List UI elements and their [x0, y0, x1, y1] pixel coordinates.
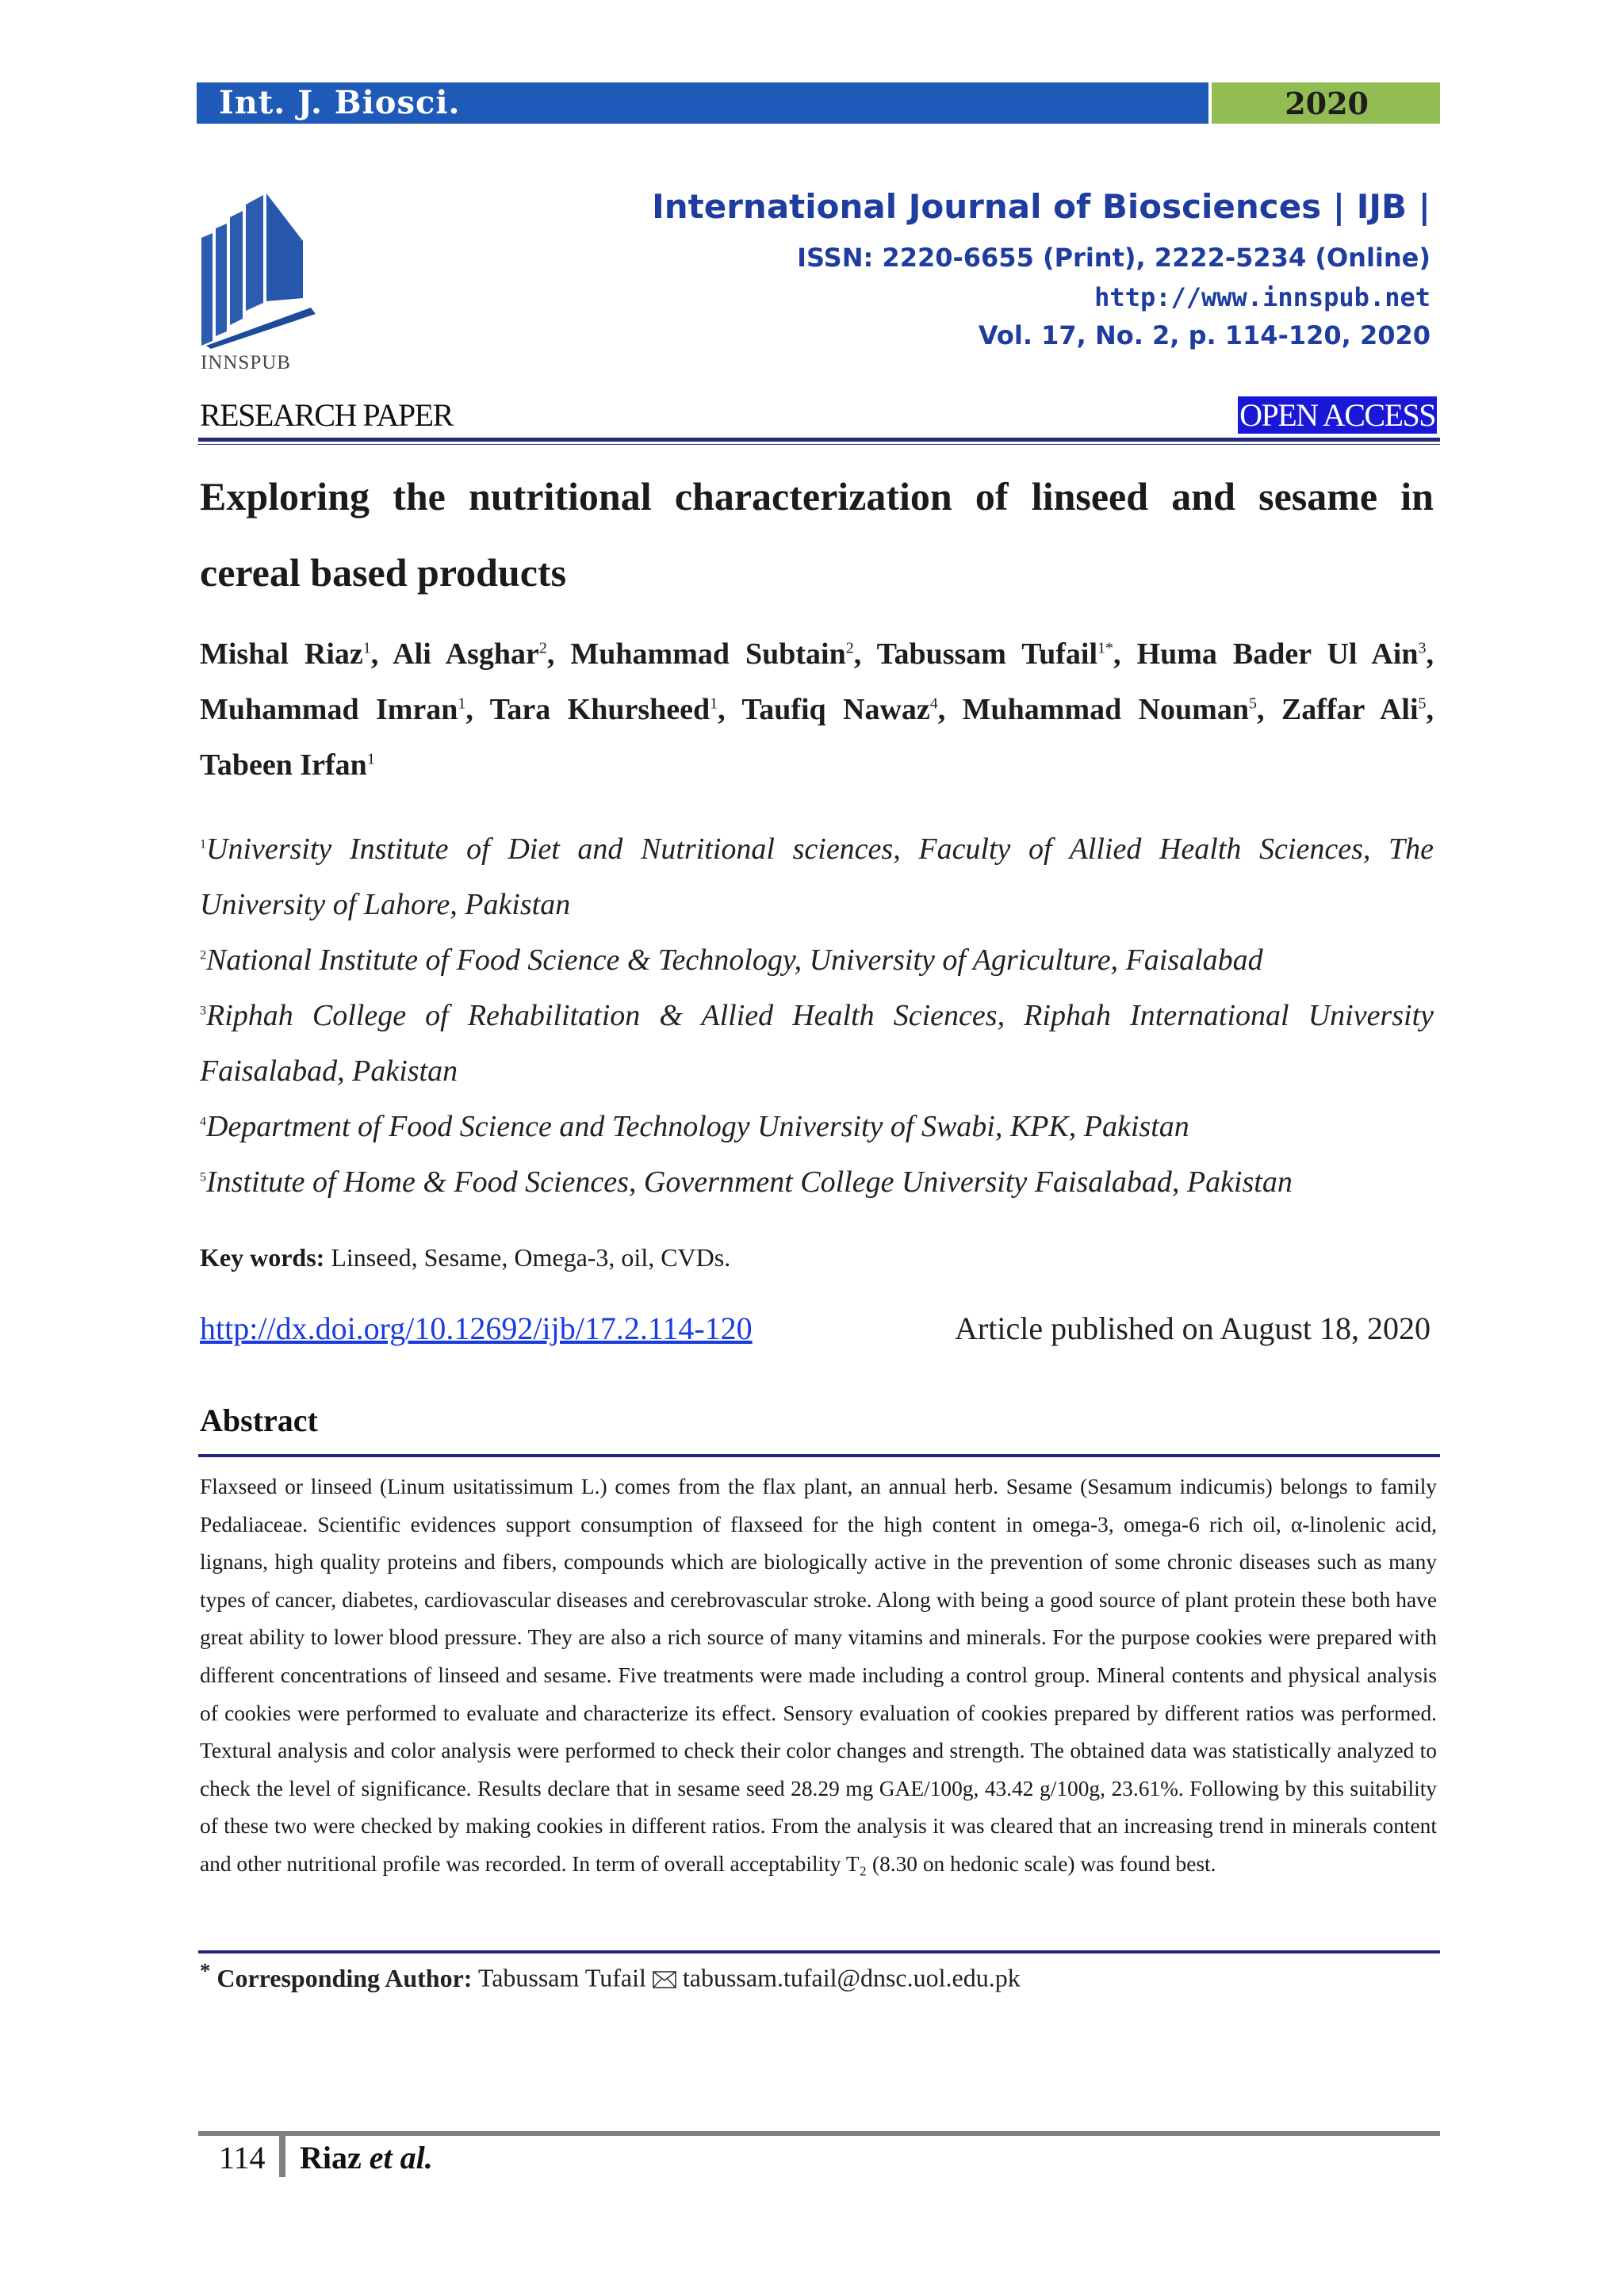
author-name: Mishal Riaz	[200, 637, 363, 671]
author-affiliation-mark: 5	[1248, 695, 1257, 713]
journal-issn: ISSN: 2220-6655 (Print), 2222-5234 (Online)	[797, 243, 1431, 273]
author-name: Tara Khursheed	[489, 693, 710, 726]
author-affiliation-mark: 3	[1418, 639, 1427, 657]
affiliation-text: Institute of Home & Food Sciences, Government College University Faisalabad, Pakistan	[206, 1165, 1293, 1199]
author-affiliation-mark: 1	[710, 695, 718, 713]
abstract-heading: Abstract	[200, 1402, 318, 1438]
innspub-logo-icon	[200, 190, 319, 349]
author-affiliation-mark: 1	[362, 639, 371, 657]
paper-type: RESEARCH PAPER	[200, 397, 453, 433]
running-author-name: Riaz	[300, 2140, 362, 2175]
author-affiliation-mark: 2	[538, 639, 547, 657]
affiliation	[200, 1099, 1434, 1154]
doi-link[interactable]: http://dx.doi.org/10.12692/ijb/17.2.114-120	[200, 1311, 753, 1346]
open-access-badge: OPEN ACCESS	[1239, 397, 1435, 433]
author-name: Muhammad Nouman	[962, 693, 1249, 726]
corresponding-star: *	[200, 1958, 211, 1982]
author-affiliation-mark: 1*	[1097, 639, 1114, 657]
abstract-top-divider	[198, 1454, 1440, 1457]
affiliation	[200, 1154, 1434, 1210]
logo-label: INNSPUB	[201, 352, 291, 373]
year-band	[1212, 82, 1440, 124]
journal-year: 2020	[1285, 86, 1369, 121]
affiliation-number: 5	[200, 1170, 206, 1184]
affiliation-number: 1	[200, 837, 206, 851]
journal-title: International Journal of Biosciences | IJB |	[652, 187, 1431, 226]
author-name: Taufiq Nawaz	[741, 693, 930, 726]
author-list: Mishal Riaz$^1$, Ali Asghar$^2$, Muhammad Subtain$^2$, Tabussam Tufail$^{1*}$, Huma Bader Ul Ain$^3$, Muhammad Imran$^1$, Tara Khursheed$^1$, Taufiq Nawaz$^4$, Muhammad Nouman$^5$, Zaffar Ali$^5$, Tabeen Irfan$^1$	[200, 637, 1434, 782]
header-divider-thin	[198, 444, 1440, 445]
running-author	[300, 2139, 433, 2176]
journal-short-band	[197, 82, 1208, 124]
affiliation-text: Department of Food Science and Technology University of Swabi, KPK, Pakistan	[206, 1110, 1189, 1143]
author-affiliation-mark: 4	[929, 695, 938, 713]
affiliation-text: University Institute of Diet and Nutritional sciences, Faculty of Allied Health Sciences, The University of Lahore, Pakistan	[200, 832, 1434, 921]
author-name: Zaffar Ali	[1281, 693, 1419, 726]
author-name: Ali Asghar	[393, 637, 539, 671]
envelope-icon	[653, 1971, 676, 1988]
affiliation-text: Riphah College of Rehabilitation & Allied Health Sciences, Riphah International University Faisalabad, Pakistan	[200, 999, 1434, 1088]
published-date: Article published on August 18, 2020	[955, 1311, 1431, 1346]
corresponding-name: Tabussam Tufail	[477, 1963, 646, 1992]
author-name: Muhammad Subtain	[570, 637, 846, 671]
author-name: Tabussam Tufail	[876, 637, 1098, 671]
running-author-etal: et al.	[369, 2140, 433, 2175]
affiliation	[200, 988, 1434, 1099]
affiliation-number: 4	[200, 1115, 206, 1129]
affiliation-number: 3	[200, 1004, 206, 1018]
author-name: Huma Bader Ul Ain	[1136, 637, 1419, 671]
corresponding-email[interactable]: tabussam.tufail@dnsc.uol.edu.pk	[682, 1963, 1021, 1992]
author-name: Tabeen Irfan	[200, 748, 367, 782]
journal-short-name: Int. J. Biosci.	[219, 84, 461, 121]
header-divider	[198, 438, 1440, 442]
page-number: 114	[219, 2140, 266, 2175]
affiliation-number: 2	[200, 948, 206, 962]
abstract-bottom-divider	[198, 1950, 1440, 1954]
author-affiliation-mark: 2	[845, 639, 854, 657]
affiliation	[200, 821, 1434, 932]
keywords-text: Linseed, Sesame, Omega-3, oil, CVDs.	[331, 1243, 731, 1272]
corresponding-label: Corresponding Author:	[216, 1963, 473, 1992]
abstract-text: Flaxseed or linseed (Linum usitatissimum L.) comes from the flax plant, an annual herb. Sesame (Sesamum indicumis) belongs to family Pedaliaceae. Scientific evidences support consumption of flaxseed for the high content in omega-3, omega-6 rich oil, α-linolenic acid, lignans, high quality proteins and fibers, compounds which are biologically active in the prevention of some chronic diseases such as many types of cancer, diabetes, cardiovascular diseases and cerebrovascular stroke. Along with being a good source of plant protein these both have great ability to lower blood pressure. They are also a rich source of many vitamins and minerals. For the purpose cookies were prepared with different concentrations of linseed and sesame. Five treatments were made including a control group. Mineral contents and physical analysis of cookies were performed to evaluate and characterize its effect. Sensory evaluation of cookies prepared by different ratios was performed. Textural analysis and color analysis were performed to check their color changes and strength. The obtained data was statistically analyzed to check the level of significance. Results declare that in sesame seed 28.29 mg GAE/100g, 43.42 g/100g, 23.61%. Following by this suitability of these two were checked by making cookies in different ratios. From the analysis it was cleared that an increasing trend in minerals content and other nutritional profile was recorded. In term of overall acceptability T₂ (8.30 on hedonic scale) was found best.	[200, 1475, 1437, 1876]
footer-separator	[279, 2134, 285, 2177]
corresponding-author	[200, 1958, 1021, 1993]
journal-url[interactable]: http://www.innspub.net	[1094, 282, 1431, 312]
affiliation	[200, 932, 1434, 988]
author-name: Muhammad Imran	[200, 693, 458, 726]
author-affiliation-mark: 1	[458, 695, 466, 713]
keywords	[200, 1243, 730, 1272]
footer-divider	[198, 2131, 1440, 2136]
author-affiliation-mark: 1	[366, 750, 375, 768]
affiliation-text: National Institute of Food Science & Technology, University of Agriculture, Faisalabad	[206, 943, 1263, 977]
author-affiliation-mark: 5	[1418, 695, 1427, 713]
keywords-label: Key words:	[200, 1243, 325, 1272]
paper-title: Exploring the nutritional characterization of linseed and sesame in cereal based products	[200, 474, 1434, 595]
journal-volume: Vol. 17, No. 2, p. 114-120, 2020	[978, 320, 1431, 350]
